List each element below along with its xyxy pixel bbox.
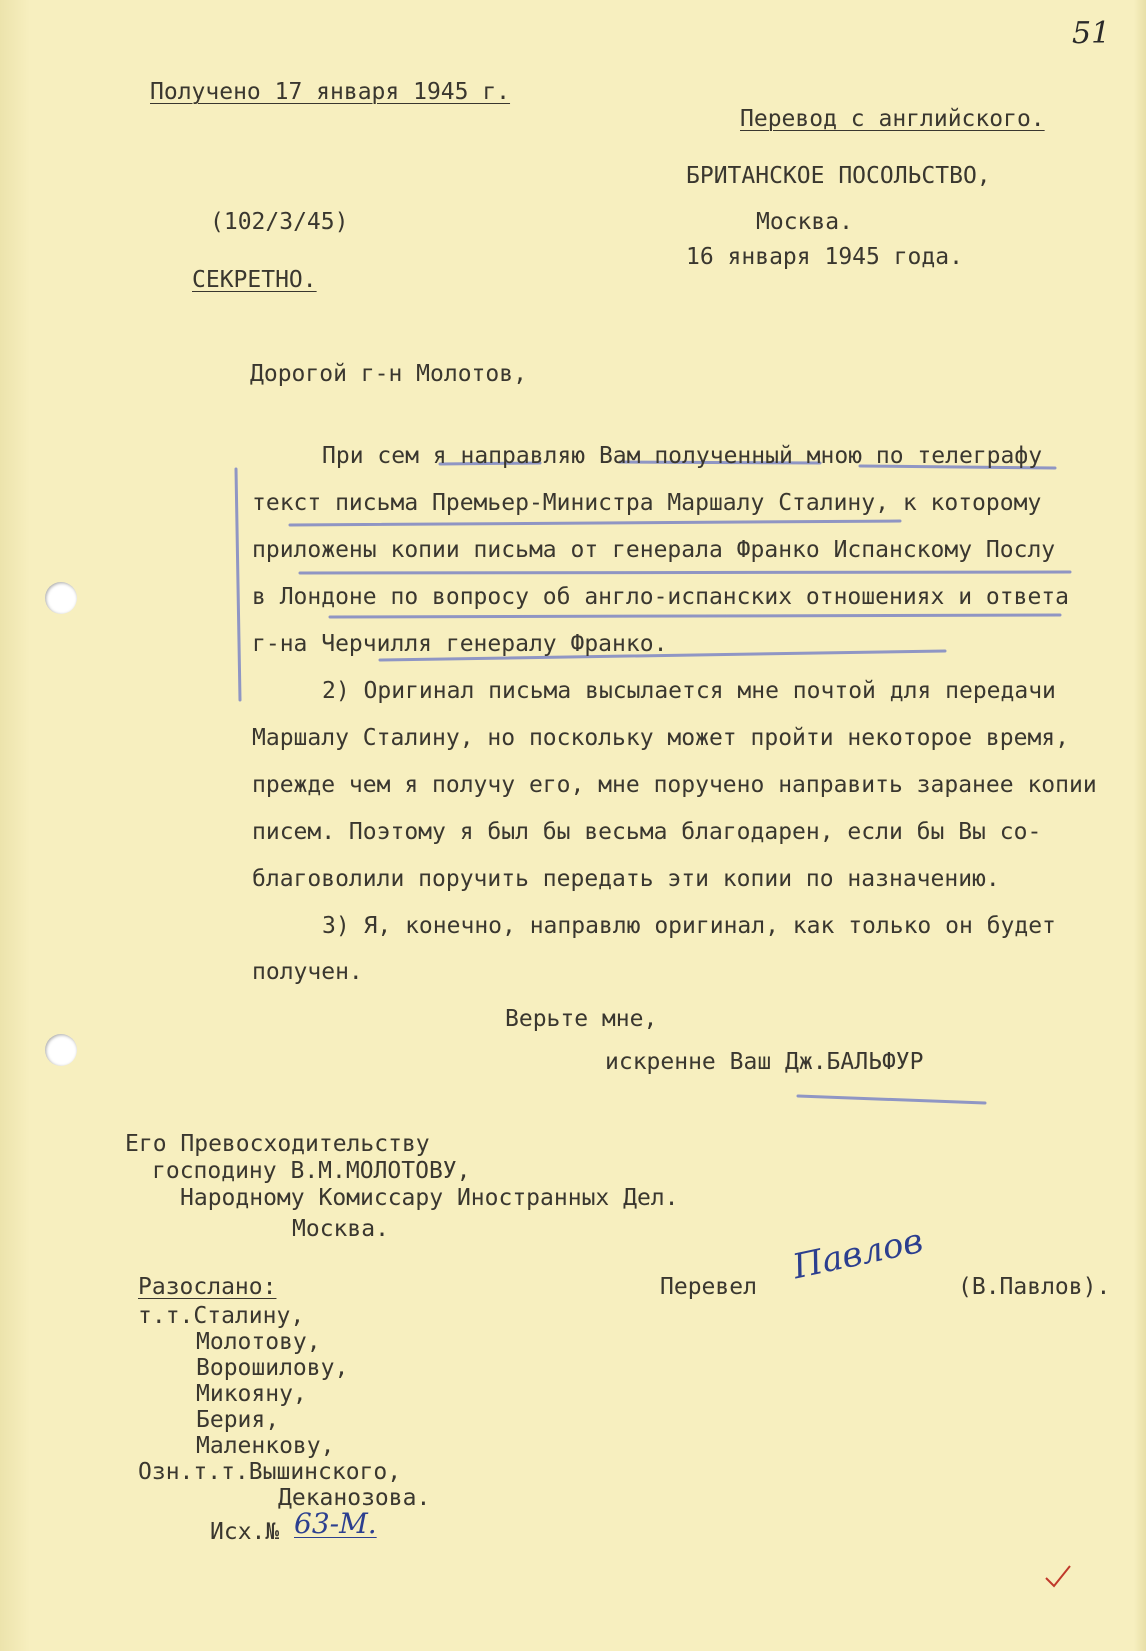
distribution-item: Молотову, — [196, 1329, 321, 1355]
addressee-line: господину В.М.МОЛОТОВУ, — [152, 1158, 471, 1184]
city: Москва. — [756, 209, 853, 235]
pencil-margin-line — [236, 469, 240, 700]
addressee-line: Его Превосходительству — [125, 1131, 430, 1157]
salutation: Дорогой г-н Молотов, — [250, 361, 527, 387]
distribution-item: т.т.Сталину, — [138, 1303, 305, 1329]
received-date: Получено 17 января 1945 г. — [150, 79, 511, 105]
body-line: прежде чем я получу его, мне поручено направить заранее копии — [252, 772, 1097, 798]
body-line: Маршалу Сталину, но поскольку может пройти некоторое время, — [252, 725, 1069, 751]
translator-name: (В.Павлов). — [958, 1274, 1111, 1300]
letter-date: 16 января 1945 года. — [686, 244, 963, 270]
red-check-icon — [1046, 1566, 1070, 1586]
body-line: 2) Оригинал письма высылается мне почтой для передачи — [322, 678, 1056, 704]
page-number: 51 — [1072, 16, 1111, 51]
body-line: г-на Черчилля генералу Франко. — [252, 631, 668, 657]
body-line: приложены копии письма от генерала Франко Испанскому Послу — [252, 537, 1056, 563]
pencil-underline-6 — [798, 1096, 985, 1103]
pencil-underline-3 — [300, 572, 1070, 573]
body-line: писем. Поэтому я был бы весьма благодарен, если бы Вы со- — [252, 819, 1042, 845]
translated-label: Перевел — [660, 1274, 757, 1300]
body-line: текст письма Премьер-Министра Маршалу Сталину, к которому — [252, 490, 1042, 516]
translator-signature: Павлов — [789, 1220, 927, 1288]
outgoing-number: 63-М. — [294, 1507, 377, 1540]
addressee-line: Народному Комиссару Иностранных Дел. — [180, 1185, 679, 1211]
body-line: благоволили поручить передать эти копии по назначению. — [252, 866, 1000, 892]
outgoing-label: Исх.№ — [210, 1519, 280, 1545]
distribution-item: Маленкову, — [196, 1433, 335, 1459]
distribution-item: Ворошилову, — [196, 1355, 349, 1381]
closing-phrase: Верьте мне, — [505, 1006, 658, 1032]
embassy-name: БРИТАНСКОЕ ПОСОЛЬСТВО, — [686, 163, 991, 189]
closing-signature: искренне Ваш Дж.БАЛЬФУР — [605, 1049, 924, 1075]
pencil-underline-4 — [330, 615, 1060, 617]
reference-number: (102/3/45) — [210, 209, 349, 235]
distribution-item: Микояну, — [196, 1381, 307, 1407]
translation-note: Перевод с английского. — [740, 106, 1045, 132]
body-line: При сем я направляю Вам полученный мною по телеграфу — [322, 443, 1043, 469]
distribution-label: Разослано: — [138, 1274, 277, 1300]
distribution-item: Деканозова. — [278, 1485, 431, 1511]
body-line: в Лондоне по вопросу об англо-испанских отношениях и ответа — [252, 584, 1069, 610]
body-line: 3) Я, конечно, направлю оригинал, как только он будет — [322, 913, 1056, 939]
classification: СЕКРЕТНО. — [192, 267, 317, 293]
pencil-underline-2 — [290, 521, 900, 525]
addressee-line: Москва. — [292, 1216, 389, 1242]
distribution-item: Озн.т.т.Вышинского, — [138, 1459, 402, 1485]
distribution-item: Берия, — [196, 1407, 280, 1433]
body-line: получен. — [252, 959, 363, 985]
